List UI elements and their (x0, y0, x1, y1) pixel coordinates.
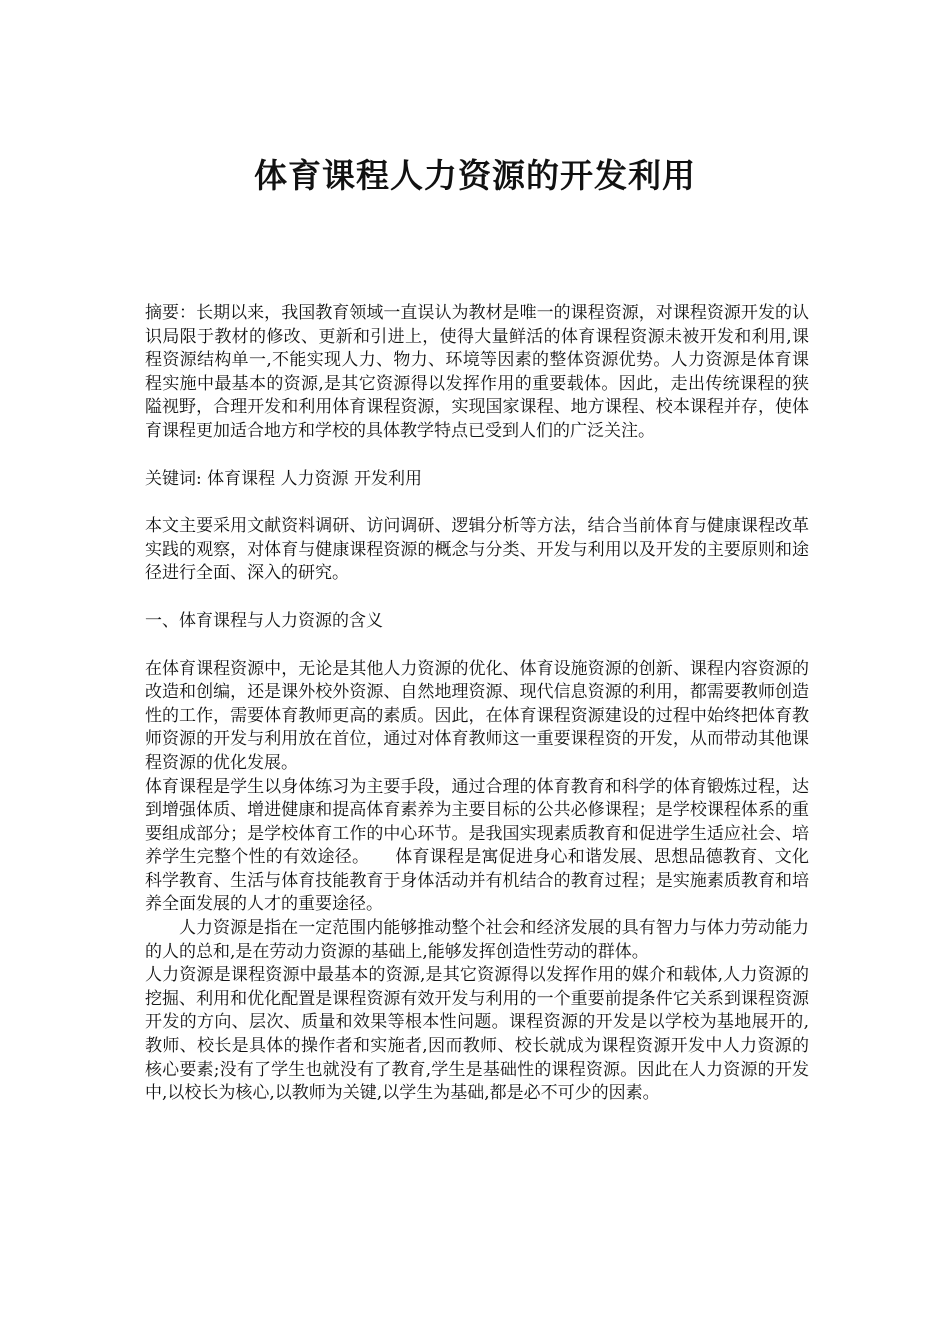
section-heading: 一、体育课程与人力资源的含义 (145, 610, 383, 631)
body-paragraph: 人力资源是课程资源中最基本的资源,是其它资源得以发挥作用的媒介和载体,人力资源的挖掘、利用和优化配置是课程资源有效开发与利用的一个重要前提条件它关系到课程资源开发的方向、层次、质量和效果等根本性问题。课程资源的开发是以学校为基地展开的,教师、校长是具体的操作者和实施者,因而教师、校长就成为课程资源开发中人力资源的核心要素;没有了学生也就没有了教育,学生是基础性的课程资源。因此在人力资源的开发中,以校长为核心,以教师为关键,以学生为基础,都是必不可少的因素。 (145, 965, 809, 1104)
paragraph-spacer (145, 634, 809, 658)
keywords-line: 关键词: 体育课程 人力资源 开发利用 (145, 468, 422, 489)
document-body (145, 302, 809, 1106)
paragraph-spacer (145, 444, 809, 468)
paragraph-spacer (145, 586, 809, 610)
paragraph-spacer (145, 491, 809, 515)
body-paragraph: 人力资源是指在一定范围内能够推动整个社会和经济发展的具有智力与体力劳动能力的人的总和,是在劳动力资源的基础上,能够发挥创造性劳动的群体。 (145, 918, 809, 962)
intro-paragraph: 本文主要采用文献资料调研、访问调研、逻辑分析等方法，结合当前体育与健康课程改革实践的观察，对体育与健康课程资源的概念与分类、开发与利用以及开发的主要原则和途径进行全面、深入的研究。 (145, 516, 809, 584)
body-paragraph: 体育课程是学生以身体练习为主要手段，通过合理的体育教育和科学的体育锻炼过程，达到增强体质、增进健康和提高体育素养为主要目标的公共必修课程；是学校课程体系的重要组成部分；是学校体育工作的中心环节。是我国实现素质教育和促进学生适应社会、培养学生完整个性的有效途径。 体育课程是寓促进身心和谐发展、思想品德教育、文化科学教育、生活与体育技能教育于身体活动并有机结合的教育过程；是实施素质教育和培养全面发展的人才的重要途径。 (145, 776, 809, 915)
abstract-paragraph: 摘要：长期以来，我国教育领域一直误认为教材是唯一的课程资源，对课程资源开发的认识局限于教材的修改、更新和引进上，使得大量鲜活的体育课程资源未被开发和利用,课程资源结构单一,不能实现人力、物力、环境等因素的整体资源优势。人力资源是体育课程实施中最基本的资源,是其它资源得以发挥作用的重要载体。因此，走出传统课程的狭隘视野，合理开发和利用体育课程资源，实现国家课程、地方课程、校本课程并存，使体育课程更加适合地方和学校的具体教学特点已受到人们的广泛关注。 (145, 303, 809, 441)
body-paragraph: 在体育课程资源中，无论是其他人力资源的优化、体育设施资源的创新、课程内容资源的改造和创编，还是课外校外资源、自然地理资源、现代信息资源的利用，都需要教师创造性的工作，需要体育教师更高的素质。因此，在体育课程资源建设的过程中始终把体育教师资源的开发与利用放在首位，通过对体育教师这一重要课程资的开发，从而带动其他课程资源的优化发展。 (145, 658, 809, 773)
document-title: 体育课程人力资源的开发利用 (254, 156, 696, 195)
